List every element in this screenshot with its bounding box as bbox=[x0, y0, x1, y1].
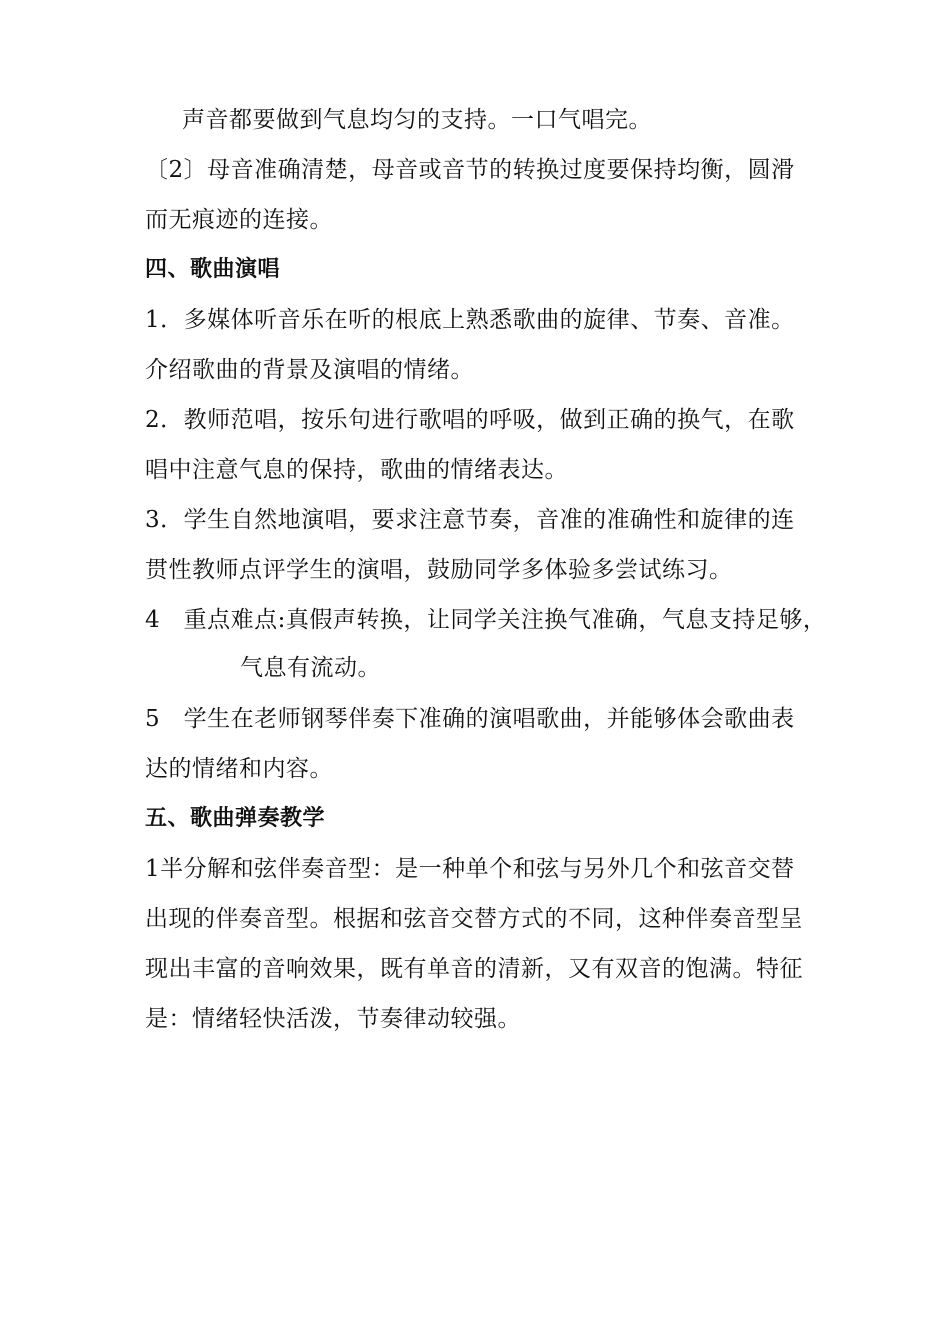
paragraph-line: 唱中注意气息的保持，歌曲的情绪表达。 bbox=[145, 457, 568, 483]
paragraph-line: 4 重点难点:真假声转换，让同学关注换气准确，气息支持足够， bbox=[145, 607, 827, 633]
paragraph-line: 气息有流动。 bbox=[240, 655, 381, 681]
paragraph-line: 1．多媒体听音乐在听的根底上熟悉歌曲的旋律、节奏、音准。 bbox=[145, 307, 795, 333]
paragraph-line: 现出丰富的音响效果，既有单音的清新，又有双音的饱满。特征 bbox=[145, 956, 803, 982]
section-heading: 五、歌曲弹奏教学 bbox=[145, 806, 326, 831]
section-heading: 四、歌曲演唱 bbox=[145, 257, 281, 282]
paragraph-line: 而无痕迹的连接。 bbox=[145, 207, 333, 233]
paragraph-line: 〔2〕母音准确清楚，母音或音节的转换过度要保持均衡，圆滑 bbox=[145, 157, 795, 183]
paragraph-line: 出现的伴奏音型。根据和弦音交替方式的不同，这种伴奏音型呈 bbox=[145, 906, 803, 932]
paragraph-line: 2．教师范唱，按乐句进行歌唱的呼吸，做到正确的换气，在歌 bbox=[145, 407, 795, 433]
paragraph-line: 5 学生在老师钢琴伴奏下准确的演唱歌曲，并能够体会歌曲表 bbox=[145, 706, 795, 732]
paragraph-line: 贯性教师点评学生的演唱，鼓励同学多体验多尝试练习。 bbox=[145, 557, 733, 583]
paragraph-line: 介绍歌曲的背景及演唱的情绪。 bbox=[145, 357, 474, 383]
paragraph-line: 达的情绪和内容。 bbox=[145, 756, 333, 782]
paragraph-line: 1半分解和弦伴奏音型：是一种单个和弦与另外几个和弦音交替 bbox=[145, 856, 795, 882]
paragraph-line: 3．学生自然地演唱，要求注意节奏，音准的准确性和旋律的连 bbox=[145, 507, 795, 533]
paragraph-line: 是：情绪轻快活泼，节奏律动较强。 bbox=[145, 1006, 521, 1032]
paragraph-line: 声音都要做到气息均匀的支持。一口气唱完。 bbox=[182, 107, 652, 133]
